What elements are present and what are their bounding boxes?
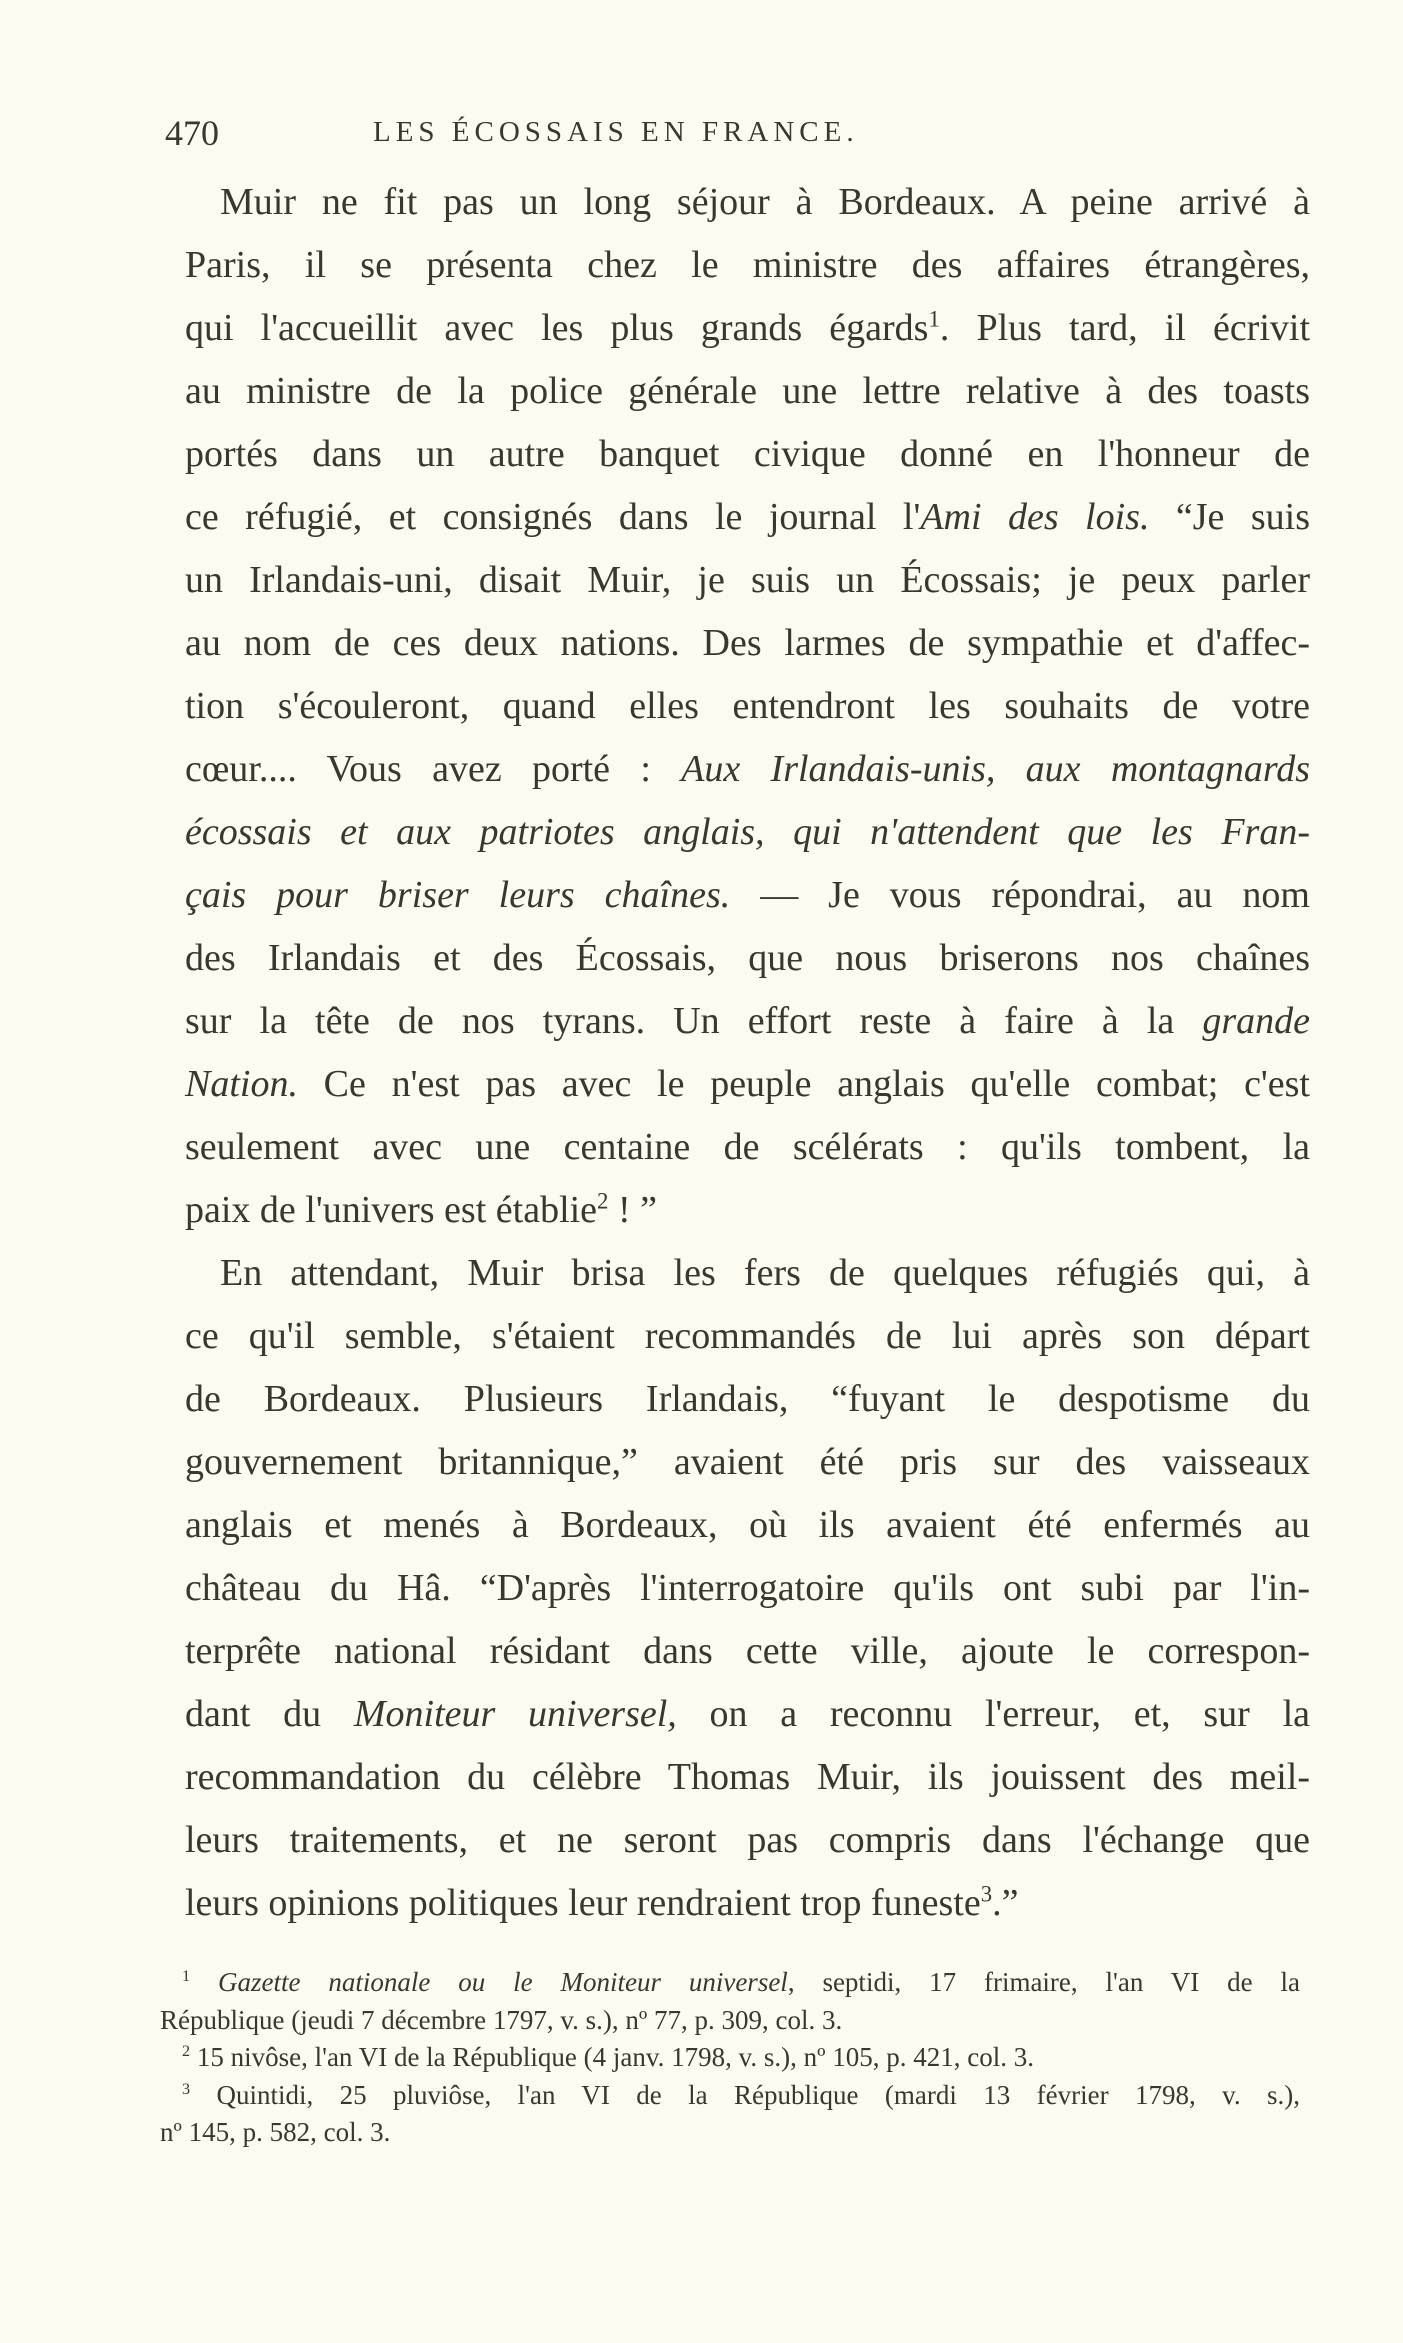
text-line: [185, 1503, 1310, 1547]
text-span: leurs traitements, et ne seront pas compris dans l'échange que: [185, 1819, 1310, 1861]
text-line: [220, 1251, 1310, 1295]
footnote-marker: 2: [597, 1188, 609, 1214]
text-span: , septidi, 17 frimaire, l'an VI de la: [787, 1967, 1301, 1997]
footnote-marker: 1: [182, 1967, 191, 1985]
text-span: Quintidi, 25 pluviôse, l'an VI de la République (mardi 13 février 1798, v. s.),: [190, 2079, 1300, 2110]
text-span: tion s'écouleront, quand elles entendront les souhaits de votre: [185, 685, 1310, 727]
text-line: [185, 1440, 1310, 1484]
text-span: [190, 1967, 218, 1997]
text-span: .”: [992, 1882, 1019, 1924]
text-span: au nom de ces deux nations. Des larmes de sympathie et d'affec-: [185, 622, 1310, 664]
text-span: Ce n'est pas avec le peuple anglais qu'elle combat; c'est: [297, 1063, 1310, 1105]
text-span: château du Hâ. “D'après l'interrogatoire qu'ils ont subi par l'in-: [185, 1567, 1310, 1609]
page-number: 470: [165, 113, 219, 153]
footnote-line: [160, 2116, 1300, 2148]
footnote-line: [160, 2004, 1300, 2036]
footnote-marker: 1: [928, 306, 940, 332]
text-span: ce réfugié, et consignés dans le journal l': [185, 496, 921, 538]
text-span: de Bordeaux. Plusieurs Irlandais, “fuyant le despotisme du: [185, 1378, 1310, 1420]
text-line: [185, 1818, 1310, 1862]
text-span: anglais et menés à Bordeaux, où ils avaient été enfermés au: [185, 1504, 1310, 1546]
running-title: LES ÉCOSSAIS EN FRANCE.: [373, 116, 859, 148]
italic-text: Nation.: [185, 1063, 298, 1105]
text-span: République (jeudi 7 décembre 1797, v. s.), nº 77, p. 309, col. 3.: [160, 2004, 843, 2035]
text-span: portés dans un autre banquet civique donné en l'honneur de: [185, 433, 1310, 475]
text-span: paix de l'univers est établie: [185, 1189, 598, 1231]
text-span: 15 nivôse, l'an VI de la République (4 janv. 1798, v. s.), nº 105, p. 421, col. 3.: [190, 2042, 1034, 2072]
footnote-marker: 3: [182, 2079, 191, 2098]
text-span: sur la tête de nos tyrans. Un effort reste à faire à la: [185, 1000, 1203, 1042]
text-span: seulement avec une centaine de scélérats : qu'ils tombent, la: [185, 1126, 1310, 1168]
italic-text: grande: [1202, 1000, 1310, 1042]
italic-text: Aux Irlandais-unis, aux montagnards: [681, 748, 1310, 790]
text-line: [220, 180, 1310, 224]
italic-text: Ami des lois.: [920, 496, 1150, 538]
text-span: Paris, il se présenta chez le ministre des affaires étrangères,: [185, 244, 1310, 286]
text-line: [185, 1377, 1310, 1421]
footnote-line: [182, 1966, 1300, 1998]
text-line: [185, 1755, 1310, 1799]
text-span: on a reconnu l'erreur, et, sur la: [676, 1693, 1310, 1735]
text-line: [185, 1314, 1310, 1358]
footnote-line: [182, 2079, 1300, 2111]
text-span: . Plus tard, il écrivit: [939, 307, 1311, 349]
text-line: [185, 936, 1310, 980]
text-line: [185, 621, 1310, 665]
text-span: un Irlandais-uni, disait Muir, je suis un Écossais; je peux parler: [185, 559, 1310, 601]
text-span: des Irlandais et des Écossais, que nous briserons nos chaînes: [185, 937, 1310, 979]
text-line: [185, 432, 1310, 476]
text-span: Muir ne fit pas un long séjour à Bordeaux. A peine arrivé à: [220, 181, 1310, 223]
text-span: dant du: [185, 1693, 354, 1735]
text-span: — Je vous répondrai, au nom: [730, 874, 1310, 916]
text-line: [185, 999, 1310, 1043]
text-line: [185, 747, 1310, 791]
text-span: “Je suis: [1149, 496, 1310, 538]
footnote-marker: 3: [980, 1881, 993, 1907]
text-line: [185, 243, 1310, 287]
italic-text: Gazette nationale ou le Moniteur universel: [217, 1967, 788, 1997]
text-line: [185, 684, 1310, 728]
text-line: [185, 1629, 1310, 1673]
text-line: [185, 1692, 1310, 1736]
text-span: recommandation du célèbre Thomas Muir, ils jouissent des meil-: [185, 1756, 1310, 1798]
text-span: leurs opinions politiques leur rendraient trop funeste: [185, 1882, 981, 1924]
text-span: au ministre de la police générale une lettre relative à des toasts: [185, 370, 1310, 412]
text-span: ! ”: [608, 1189, 657, 1231]
footnote-marker: 2: [182, 2042, 191, 2060]
text-line: [185, 306, 1310, 350]
text-span: nº 145, p. 582, col. 3.: [160, 2117, 391, 2147]
text-line: [185, 369, 1310, 413]
italic-text: Moniteur universel,: [353, 1693, 677, 1735]
text-span: gouvernement britannique,” avaient été pris sur des vaisseaux: [185, 1441, 1310, 1483]
text-span: cœur.... Vous avez porté :: [185, 748, 682, 790]
text-span: ce qu'il semble, s'étaient recommandés de lui après son départ: [185, 1315, 1310, 1357]
footnote-line: [182, 2041, 1300, 2073]
text-span: qui l'accueillit avec les plus grands égards: [185, 307, 929, 349]
text-line: [185, 495, 1310, 539]
text-line: [185, 558, 1310, 602]
text-line: [185, 1566, 1310, 1610]
text-line: [185, 1125, 1310, 1169]
text-line: [185, 810, 1310, 854]
text-line: [185, 1062, 1310, 1106]
italic-text: écossais et aux patriotes anglais, qui n'attendent que les Fran-: [185, 811, 1310, 853]
text-line: [185, 1188, 1310, 1232]
text-span: En attendant, Muir brisa les fers de quelques réfugiés qui, à: [220, 1252, 1310, 1294]
text-line: [185, 1881, 1310, 1925]
text-line: [185, 873, 1310, 917]
italic-text: çais pour briser leurs chaînes.: [185, 874, 731, 916]
text-span: terprête national résidant dans cette ville, ajoute le correspon-: [185, 1630, 1310, 1672]
